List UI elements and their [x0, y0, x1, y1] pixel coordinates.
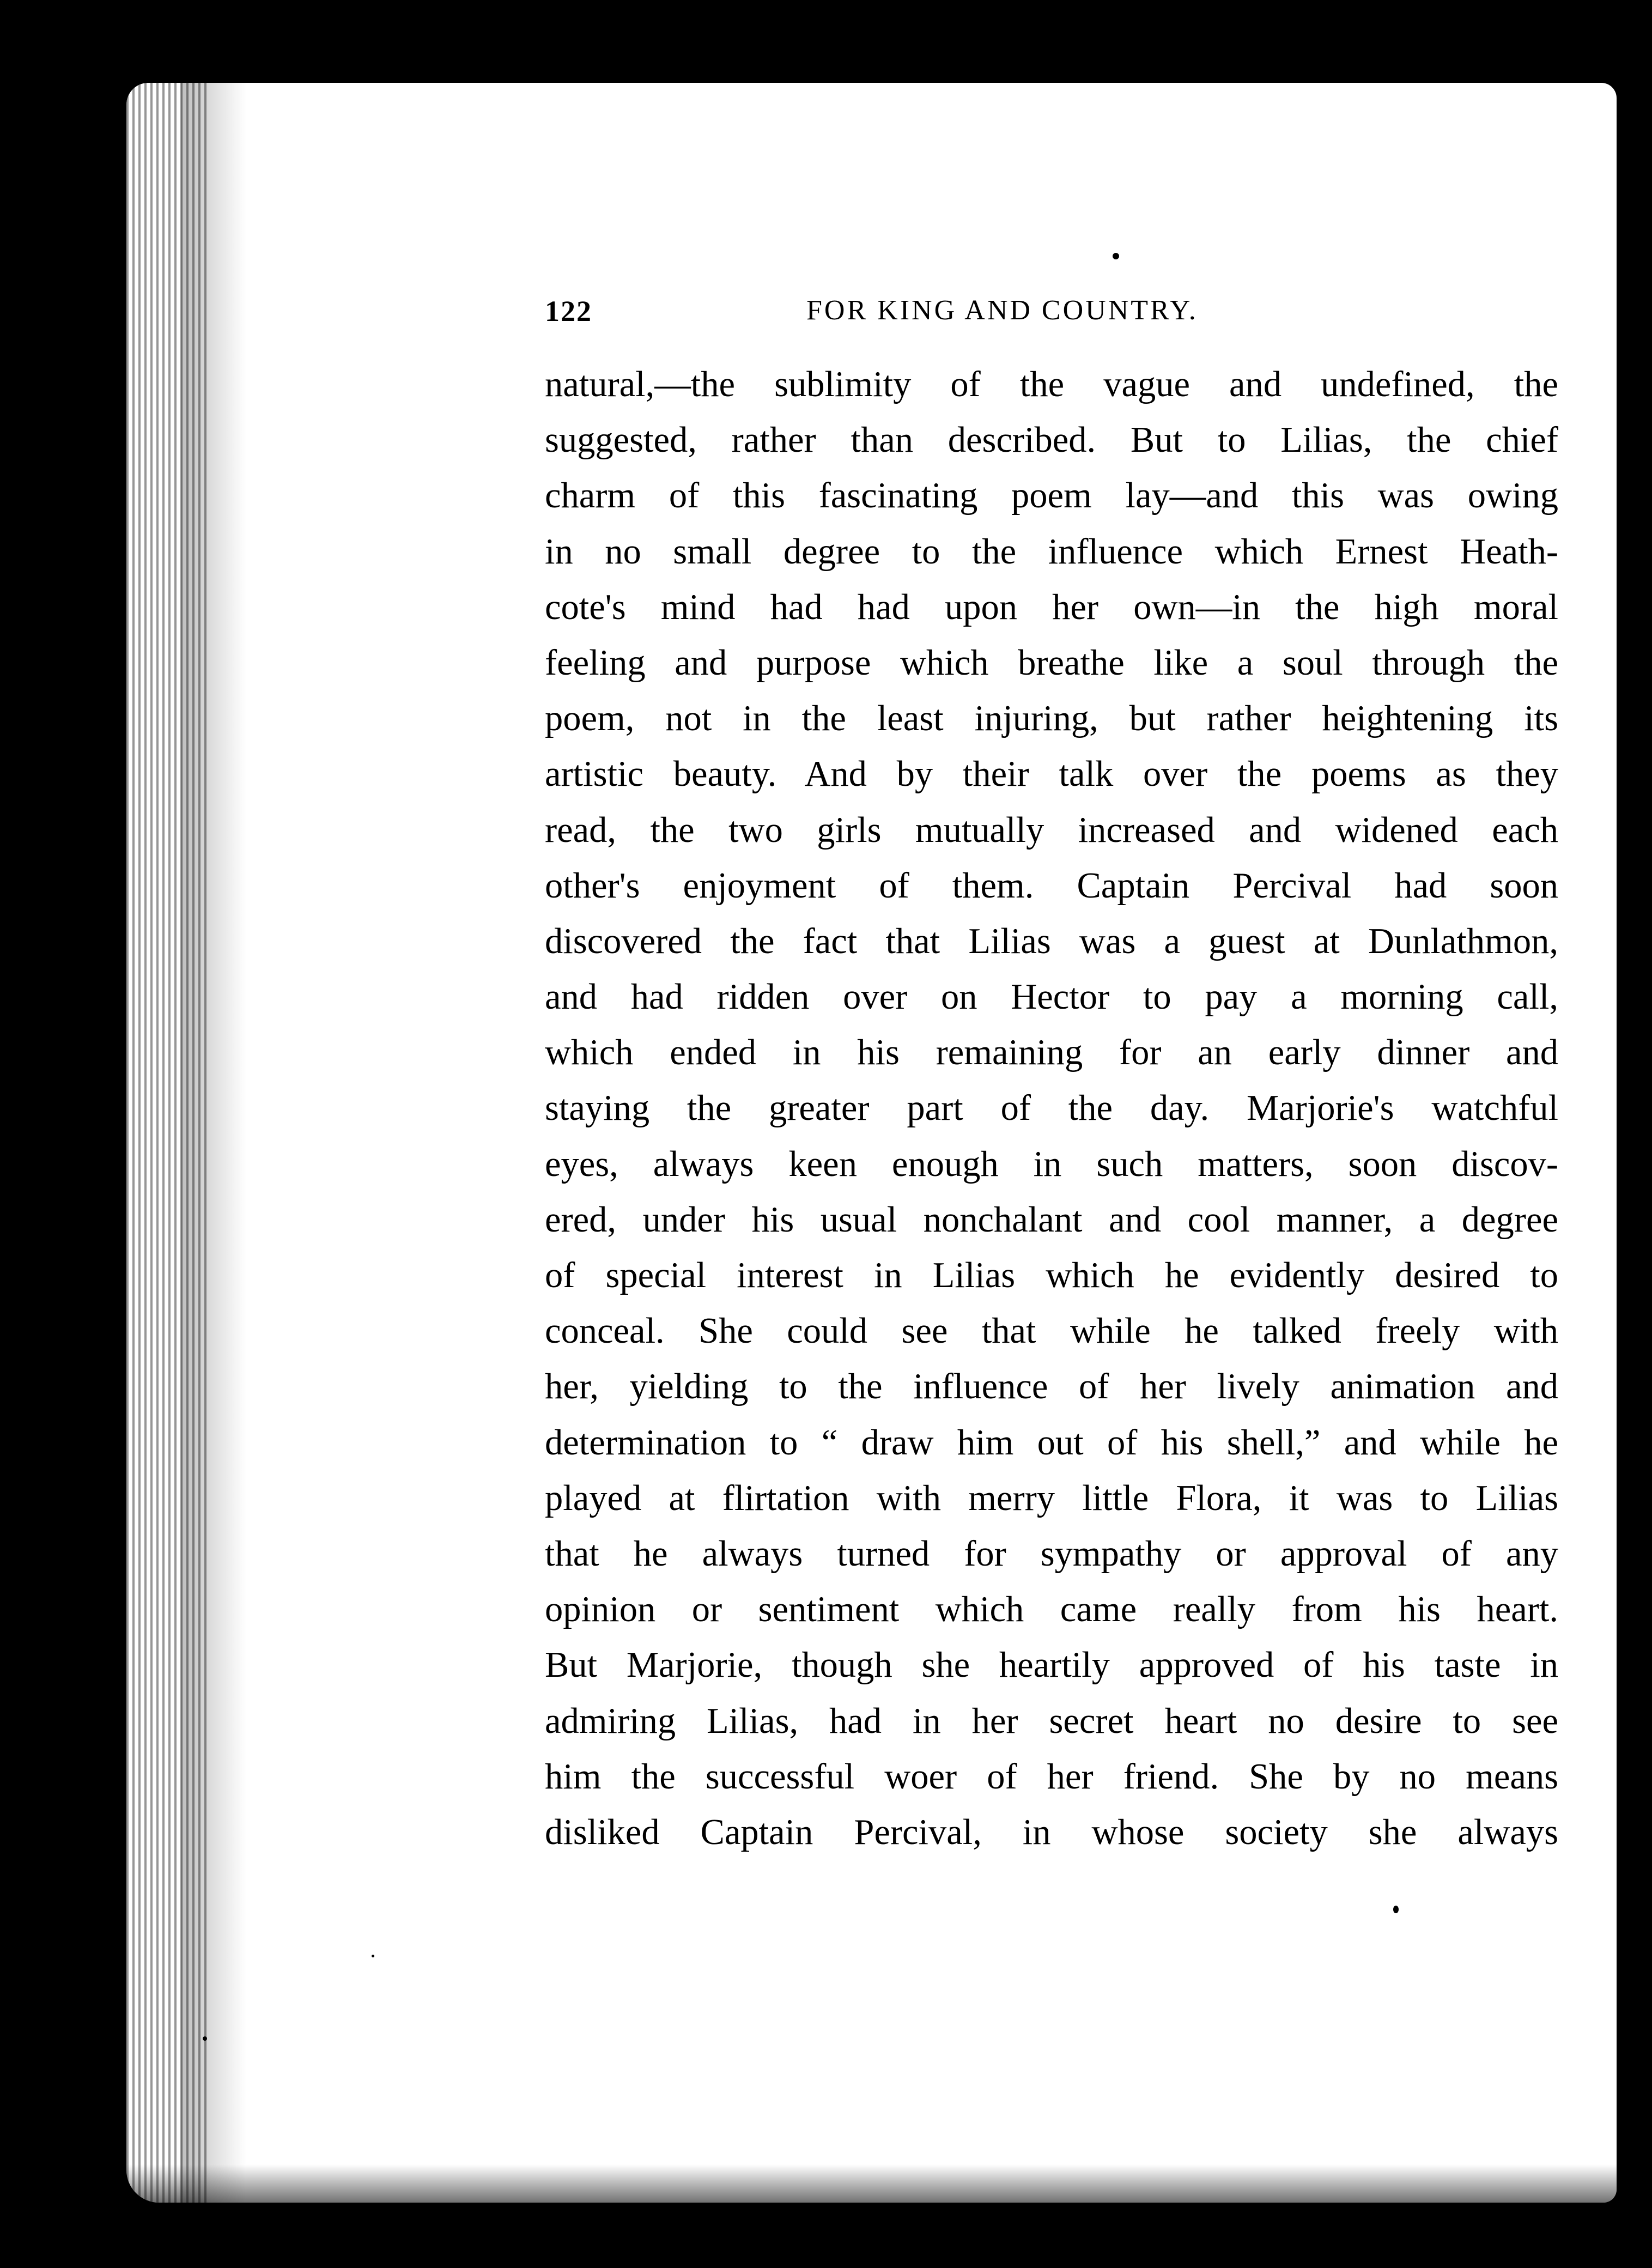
- text-line: of special interest in Lilias which he evidently desired to: [545, 1256, 1558, 1295]
- text-line: that he always turned for sympathy or approval of any: [545, 1533, 1558, 1574]
- ink-speck: [203, 2036, 207, 2041]
- text-line: other's enjoyment of them. Captain Percival had soon: [545, 865, 1558, 906]
- text-line: charm of this fascinating poem lay—and this was owing: [545, 476, 1558, 516]
- text-line: disliked Captain Percival, in whose society she always: [545, 1812, 1558, 1852]
- text-line: him the successful woer of her friend. She by no means: [545, 1756, 1558, 1797]
- text-line: suggested, rather than described. But to Lilias, the chief: [545, 420, 1558, 460]
- text-line: which ended in his remaining for an early dinner and: [545, 1033, 1558, 1073]
- page-header: [545, 294, 1569, 332]
- text-line: in no small degree to the influence which Ernest Heath-: [545, 531, 1558, 572]
- text-line: discovered the fact that Lilias was a guest at Dunlathmon,: [545, 921, 1558, 961]
- text-line: staying the greater part of the day. Marjorie's watchful: [545, 1088, 1558, 1129]
- bottom-page-edge: [126, 2164, 1617, 2203]
- text-line: But Marjorie, though she heartily approved of his taste in: [545, 1645, 1558, 1685]
- ink-speck: [372, 1955, 374, 1957]
- text-line: eyes, always keen enough in such matters, soon discov-: [545, 1144, 1558, 1184]
- gutter-shadow: [181, 83, 246, 2203]
- text-line: determination to “ draw him out of his shell,” and while he: [545, 1422, 1558, 1463]
- text-line: admiring Lilias, had in her secret heart no desire to see: [545, 1701, 1558, 1741]
- text-line: read, the two girls mutually increased and widened each: [545, 810, 1558, 850]
- page-number: 122: [545, 295, 592, 328]
- body-text: [545, 357, 1558, 1860]
- text-line: conceal. She could see that while he talked freely with: [545, 1311, 1558, 1351]
- text-line: and had ridden over on Hector to pay a morning call,: [545, 977, 1558, 1017]
- text-line: poem, not in the least injuring, but rather heightening its: [545, 699, 1558, 739]
- text-line: cote's mind had had upon her own—in the high moral: [545, 587, 1558, 627]
- text-line: her, yielding to the influence of her lively animation and: [545, 1367, 1558, 1407]
- text-line: artistic beauty. And by their talk over the poems as they: [545, 754, 1558, 795]
- ink-speck: [1113, 253, 1119, 259]
- text-line: feeling and purpose which breathe like a soul through the: [545, 642, 1558, 683]
- ink-speck: [1393, 1906, 1399, 1913]
- text-line: ered, under his usual nonchalant and cool manner, a degree: [545, 1199, 1558, 1240]
- running-head: FOR KING AND COUNTRY.: [806, 295, 1198, 326]
- text-line: played at flirtation with merry little Flora, it was to Lilias: [545, 1478, 1558, 1518]
- text-line: opinion or sentiment which came really from his heart.: [545, 1590, 1558, 1630]
- text-line: natural,—the sublimity of the vague and undefined, the: [545, 365, 1558, 404]
